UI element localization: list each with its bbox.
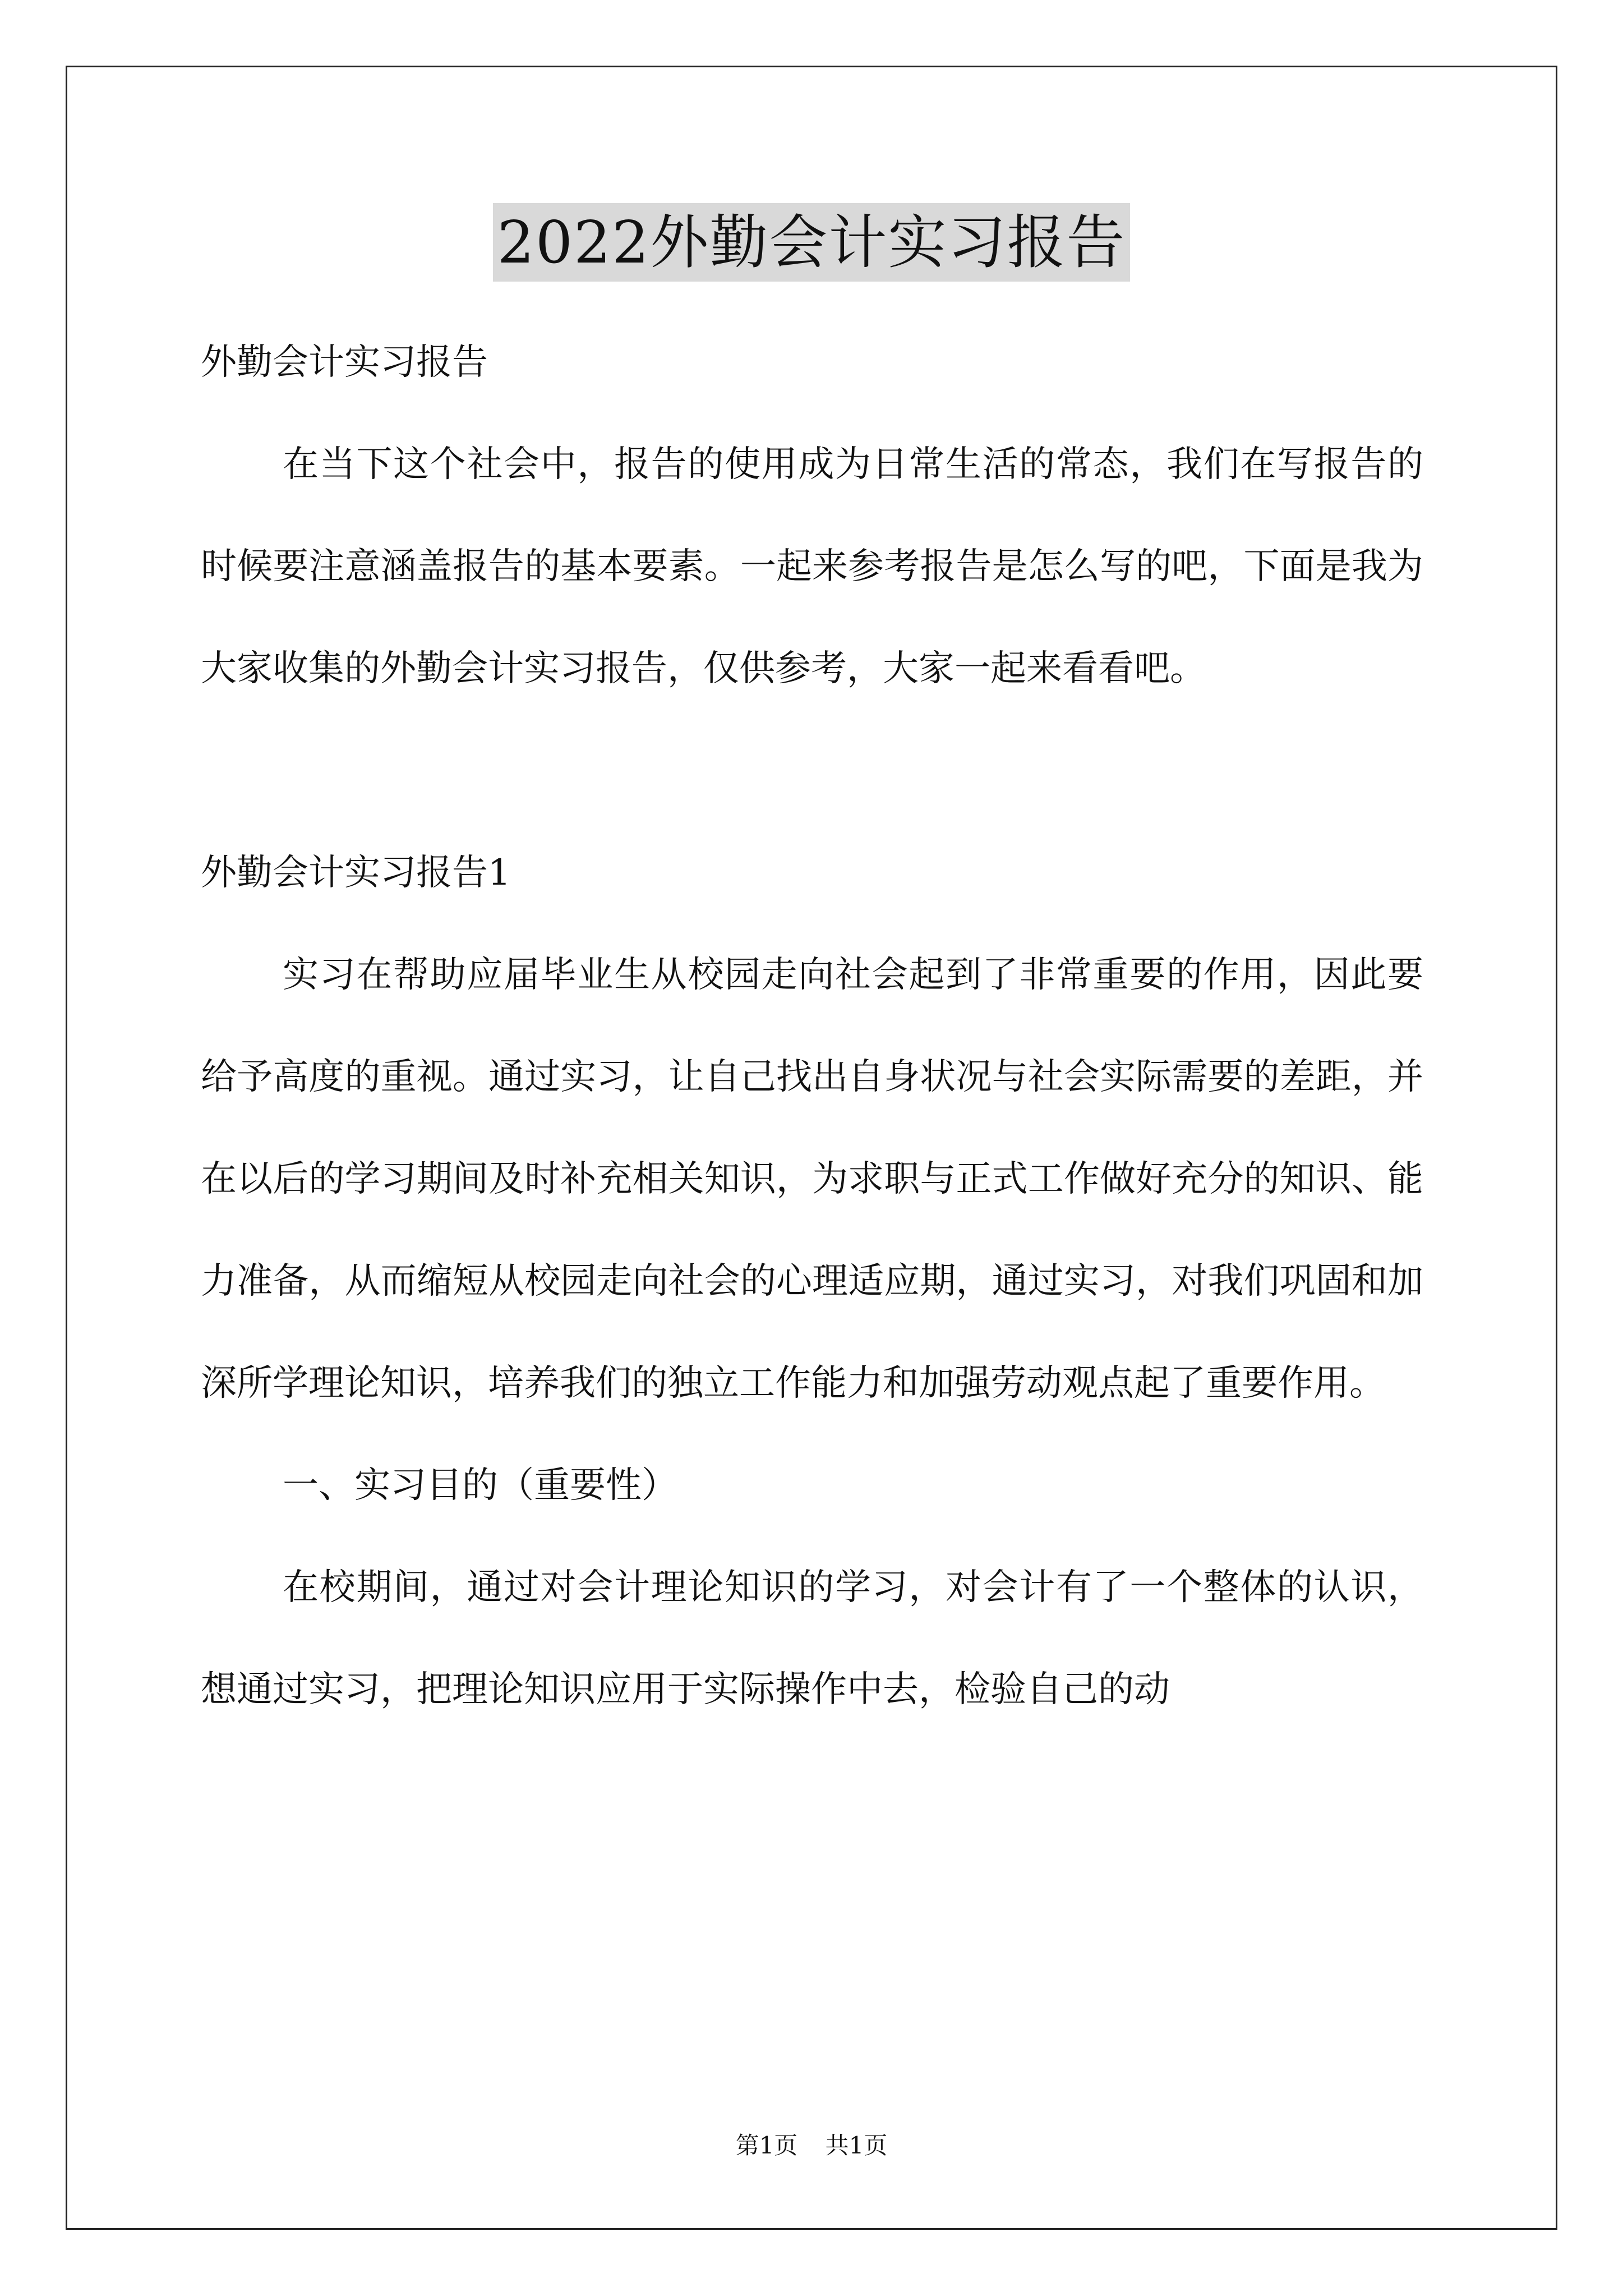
- body-paragraph-1: 实习在帮助应届毕业生从校园走向社会起到了非常重要的作用，因此要给予高度的重视。通过实习，让自己找出自身状况与社会实际需要的差距，并在以后的学习期间及时补充相关知识，为求职与正式工作做好充分的知识、能力准备，从而缩短从校园走向社会的心理适应期，通过实习，对我们巩固和加深所学理论知识，培养我们的独立工作能力和加强劳动观点起了重要作用。: [201, 954, 1423, 1404]
- page-number-total: 共1页: [825, 2132, 888, 2159]
- page-number-current: 第1页: [735, 2132, 798, 2159]
- title-container: [0, 203, 1623, 282]
- document-body: [201, 311, 1423, 1741]
- body-paragraph-2: 在校期间，通过对会计理论知识的学习，对会计有了一个整体的认识，想通过实习，把理论知识应用于实际操作中去，检验自己的动: [201, 1567, 1423, 1710]
- document-subtitle: 外勤会计实习报告: [201, 342, 488, 383]
- intro-paragraph: 在当下这个社会中，报告的使用成为日常生活的常态，我们在写报告的时候要注意涵盖报告的基本要素。一起来参考报告是怎么写的吧，下面是我为大家收集的外勤会计实习报告，仅供参考，大家一起来看看吧。: [201, 444, 1423, 689]
- page-footer: [0, 2129, 1623, 2162]
- document-title: 2022外勤会计实习报告: [493, 203, 1131, 282]
- section-title: 外勤会计实习报告1: [201, 852, 511, 894]
- paragraph-gap: [201, 720, 1423, 822]
- section-heading: 一、实习目的（重要性）: [283, 1465, 677, 1506]
